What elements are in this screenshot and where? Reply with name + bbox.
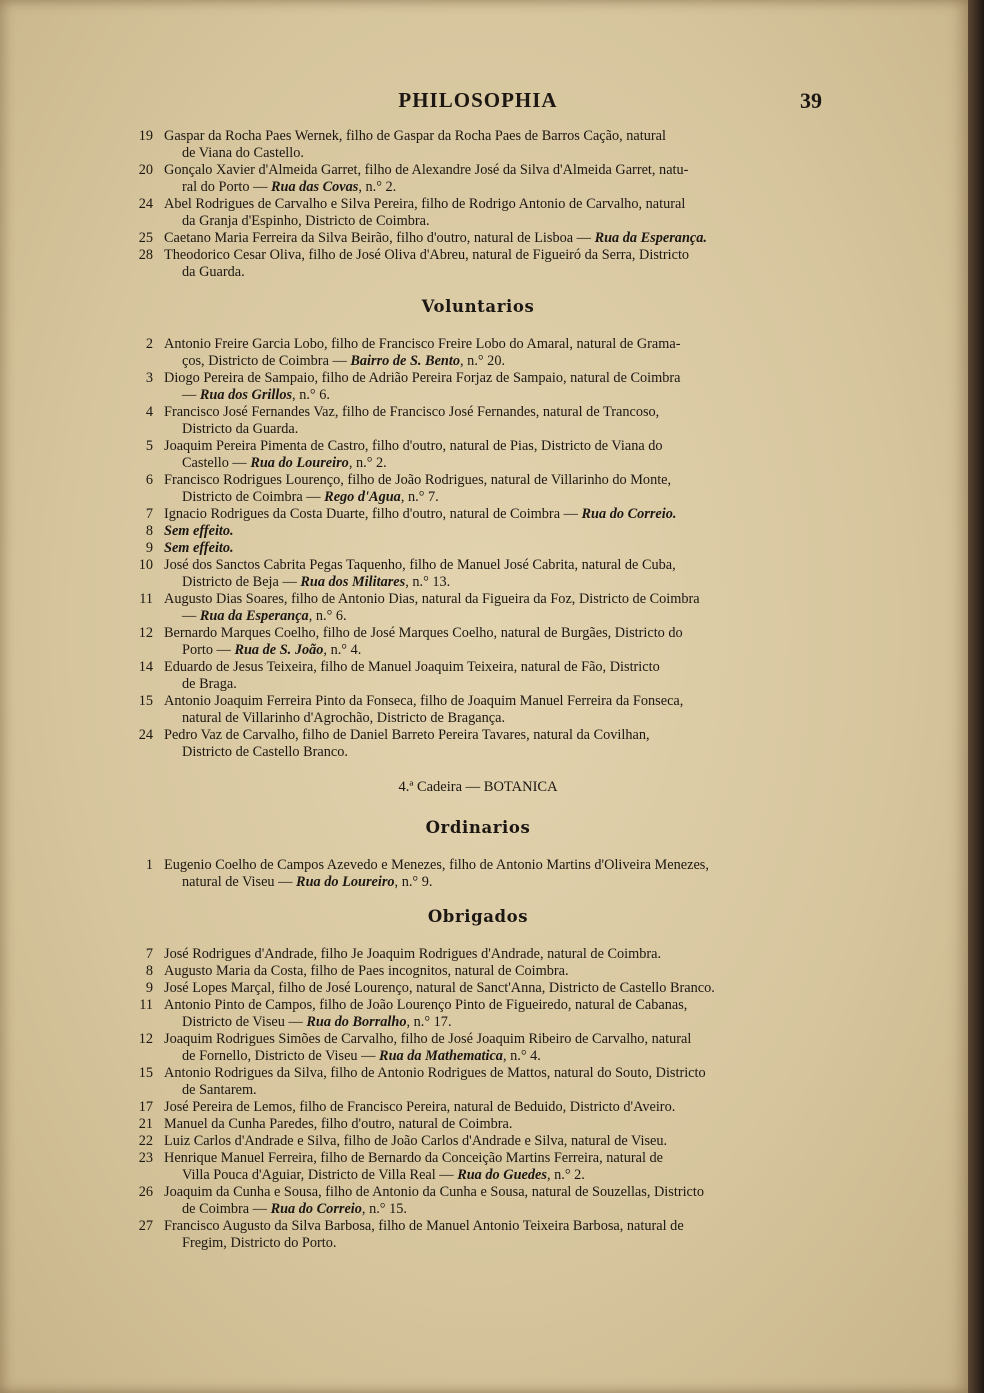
entry-text: Luiz Carlos d'Andrade e Silva, filho de João Carlos d'Andrade e Silva, natural de Viseu.: [164, 1133, 668, 1149]
entry-continuation: [164, 179, 828, 196]
entry-text: de Santarem.: [182, 1082, 257, 1098]
entry-text: Districto da Guarda.: [182, 421, 299, 437]
section-heading-obrigados: Obrigados: [427, 907, 529, 926]
page-content: [128, 88, 828, 1252]
entry-street: Rua do Guedes: [457, 1167, 547, 1183]
entry-continuation: [164, 608, 828, 625]
entry-street: Rua da Esperança.: [594, 230, 707, 246]
entry-continuation: [164, 387, 828, 404]
entry-text: José Rodrigues d'Andrade, filho Je Joaquim Rodrigues d'Andrade, natural de Coimbra.: [164, 946, 662, 962]
list-entry: [128, 693, 828, 727]
entry-number: 24: [138, 727, 153, 743]
entry-continuation: [164, 264, 828, 281]
entry-number: 3: [145, 370, 153, 386]
obrigados-list: [128, 946, 828, 1252]
entry-number: 8: [145, 963, 153, 979]
entry-text: Manuel da Cunha Paredes, filho d'outro, natural de Coimbra.: [164, 1116, 513, 1132]
entry-text: de Fornello, Districto de Viseu —: [182, 1048, 376, 1064]
entry-text: Joaquim da Cunha e Sousa, filho de Antonio da Cunha e Sousa, natural de Souzellas, Districto: [164, 1184, 705, 1200]
entry-street: Sem effeito.: [164, 540, 234, 556]
top-entries-list: [128, 128, 828, 281]
entry-number: 12: [138, 1031, 153, 1047]
entry-continuation: [164, 145, 828, 162]
section-heading-ordinarios: Ordinarios: [425, 818, 531, 837]
entry-continuation: [164, 744, 828, 761]
entry-continuation: [164, 1014, 828, 1031]
list-entry: [128, 1116, 828, 1133]
entry-text: Eduardo de Jesus Teixeira, filho de Manuel Joaquim Teixeira, natural de Fão, Districto: [164, 659, 660, 675]
entry-text: de Viana do Castello.: [182, 145, 304, 161]
entry-number: 6: [145, 472, 153, 488]
entry-continuation: [164, 353, 828, 370]
entry-text: Diogo Pereira de Sampaio, filho de Adrião Pereira Forjaz de Sampaio, natural de Coimbra: [164, 370, 681, 386]
entry-number: 10: [138, 557, 153, 573]
entry-number-suffix: , n.° 7.: [400, 489, 439, 505]
entry-text: Francisco José Fernandes Vaz, filho de Francisco José Fernandes, natural de Trancoso,: [164, 404, 660, 420]
list-entry: [128, 946, 828, 963]
entry-text: Francisco Rodrigues Lourenço, filho de João Rodrigues, natural de Villarinho do Monte,: [164, 472, 672, 488]
entry-text: da Guarda.: [182, 264, 245, 280]
entry-text: Districto de Beja —: [182, 574, 297, 590]
entry-text: Ignacio Rodrigues da Costa Duarte, filho d'outro, natural de Coimbra —: [164, 506, 578, 522]
list-entry: [128, 557, 828, 591]
entry-text: Joaquim Pereira Pimenta de Castro, filho d'outro, natural de Pias, Districto de Viana do: [164, 438, 663, 454]
entry-text: José dos Sanctos Cabrita Pegas Taquenho, filho de Manuel José Cabrita, natural de Cuba,: [164, 557, 676, 573]
list-entry: [128, 540, 828, 557]
entry-number: 21: [138, 1116, 153, 1132]
entry-text: de Coimbra —: [182, 1201, 267, 1217]
entry-number-suffix: , n.° 6.: [308, 608, 347, 624]
entry-street: Rua da Esperança: [199, 608, 309, 624]
entry-text: José Pereira de Lemos, filho de Francisco Pereira, natural de Beduido, Districto d'Aveiro.: [164, 1099, 676, 1115]
entry-number: 26: [138, 1184, 153, 1200]
entry-number: 11: [139, 591, 153, 607]
entry-number: 17: [138, 1099, 153, 1115]
entry-text: Villa Pouca d'Aguiar, Districto de Villa Real —: [182, 1167, 454, 1183]
entry-street: Rua do Borralho: [306, 1014, 407, 1030]
list-entry: [128, 1099, 828, 1116]
entry-continuation: [164, 1167, 828, 1184]
entry-number: 5: [145, 438, 153, 454]
entry-number-suffix: , n.° 20.: [460, 353, 506, 369]
entry-text: Pedro Vaz de Carvalho, filho de Daniel Barreto Pereira Tavares, natural da Covilhan,: [164, 727, 650, 743]
page-number: 39: [800, 88, 822, 113]
entry-text: Joaquim Rodrigues Simões de Carvalho, filho de José Joaquim Ribeiro de Carvalho, natural: [164, 1031, 692, 1047]
list-entry: [128, 523, 828, 540]
entry-number-suffix: , n.° 2.: [348, 455, 387, 471]
entry-number: 4: [145, 404, 153, 420]
entry-number-suffix: , n.° 4.: [502, 1048, 541, 1064]
entry-text: Antonio Freire Garcia Lobo, filho de Francisco Freire Lobo do Amaral, natural de Grama-: [164, 336, 681, 352]
entry-number-suffix: , n.° 9.: [394, 874, 433, 890]
list-entry: [128, 1218, 828, 1252]
entry-text: —: [182, 608, 197, 624]
list-entry: [128, 625, 828, 659]
entry-number: 7: [145, 946, 153, 962]
entry-text: Francisco Augusto da Silva Barbosa, filho de Manuel Antonio Teixeira Barbosa, natural de: [164, 1218, 684, 1234]
entry-number: 24: [138, 196, 153, 212]
page-header: [128, 88, 828, 128]
entry-continuation: [164, 874, 828, 891]
entry-text: Caetano Maria Ferreira da Silva Beirão, filho d'outro, natural de Lisboa —: [164, 230, 591, 246]
entry-number-suffix: , n.° 15.: [361, 1201, 407, 1217]
entry-number: 9: [145, 980, 153, 996]
entry-number: 15: [138, 693, 153, 709]
entry-number: 8: [145, 523, 153, 539]
entry-number: 14: [138, 659, 153, 675]
list-entry: [128, 1133, 828, 1150]
entry-text: de Braga.: [182, 676, 237, 692]
entry-text: Gaspar da Rocha Paes Wernek, filho de Gaspar da Rocha Paes de Barros Cação, natural: [164, 128, 666, 144]
entry-text: Antonio Pinto de Campos, filho de João Lourenço Pinto de Figueiredo, natural de Cabanas,: [164, 997, 688, 1013]
entry-text: Districto de Viseu —: [182, 1014, 303, 1030]
list-entry: [128, 472, 828, 506]
list-entry: [128, 506, 828, 523]
entry-number-suffix: , n.° 2.: [546, 1167, 585, 1183]
list-entry: [128, 128, 828, 162]
entry-street: Sem effeito.: [164, 523, 234, 539]
entry-continuation: [164, 574, 828, 591]
list-entry: [128, 162, 828, 196]
entry-continuation: [164, 1201, 828, 1218]
entry-continuation: [164, 1235, 828, 1252]
entry-continuation: [164, 489, 828, 506]
entry-continuation: [164, 421, 828, 438]
entry-street: Rua do Correio.: [581, 506, 677, 522]
entry-text: ral do Porto —: [182, 179, 268, 195]
entry-number-suffix: , n.° 2.: [358, 179, 397, 195]
entry-number: 28: [138, 247, 153, 263]
entry-text: Antonio Rodrigues da Silva, filho de Antonio Rodrigues de Mattos, natural do Souto, Districto: [164, 1065, 706, 1081]
list-entry: [128, 247, 828, 281]
entry-text: Augusto Maria da Costa, filho de Paes incognitos, natural de Coimbra.: [164, 963, 569, 979]
entry-text: ços, Districto de Coimbra —: [182, 353, 347, 369]
list-entry: [128, 997, 828, 1031]
entry-continuation: [164, 455, 828, 472]
list-entry: [128, 1150, 828, 1184]
list-entry: [128, 727, 828, 761]
list-entry: [128, 404, 828, 438]
entry-street: Rua do Correio: [270, 1201, 362, 1217]
entry-text: natural de Viseu —: [182, 874, 293, 890]
entry-number-suffix: , n.° 4.: [323, 642, 362, 658]
entry-text: Abel Rodrigues de Carvalho e Silva Pereira, filho de Rodrigo Antonio de Carvalho, natural: [164, 196, 686, 212]
entry-text: Gonçalo Xavier d'Almeida Garret, filho de Alexandre José da Silva d'Almeida Garret, natu-: [164, 162, 689, 178]
entry-number-suffix: , n.° 17.: [406, 1014, 452, 1030]
entry-street: Rua da Mathematica: [379, 1048, 503, 1064]
entry-number: 25: [138, 230, 153, 246]
entry-street: Rua de S. João: [234, 642, 324, 658]
list-entry: [128, 1031, 828, 1065]
entry-text: Theodorico Cesar Oliva, filho de José Oliva d'Abreu, natural de Figueiró da Serra, Districto: [164, 247, 690, 263]
entry-number: 27: [138, 1218, 153, 1234]
list-entry: [128, 370, 828, 404]
entry-number: 12: [138, 625, 153, 641]
entry-number: 7: [145, 506, 153, 522]
cadeira-heading: 4.ª Cadeira — BOTANICA: [398, 779, 558, 795]
entry-text: da Granja d'Espinho, Districto de Coimbra.: [182, 213, 430, 229]
ordinarios-list: [128, 857, 828, 891]
entry-text: Bernardo Marques Coelho, filho de José Marques Coelho, natural de Burgães, Districto do: [164, 625, 683, 641]
entry-text: Fregim, Districto do Porto.: [182, 1235, 337, 1251]
list-entry: [128, 336, 828, 370]
entry-text: Porto —: [182, 642, 231, 658]
entry-number: 11: [139, 997, 153, 1013]
entry-street: Rua dos Grillos: [199, 387, 293, 403]
list-entry: [128, 980, 828, 997]
entry-continuation: [164, 213, 828, 230]
list-entry: [128, 196, 828, 230]
entry-number-suffix: , n.° 13.: [405, 574, 451, 590]
entry-street: Bairro de S. Bento: [350, 353, 461, 369]
entry-text: Districto de Castello Branco.: [182, 744, 348, 760]
entry-number: 15: [138, 1065, 153, 1081]
entry-number: 1: [145, 857, 153, 873]
entry-text: Castello —: [182, 455, 247, 471]
entry-text: Eugenio Coelho de Campos Azevedo e Menezes, filho de Antonio Martins d'Oliveira Menezes,: [164, 857, 709, 873]
list-entry: [128, 963, 828, 980]
list-entry: [128, 1184, 828, 1218]
entry-street: Rego d'Agua: [324, 489, 401, 505]
entry-text: Augusto Dias Soares, filho de Antonio Dias, natural da Figueira da Foz, Districto de Coimbra: [164, 591, 700, 607]
entry-text: natural de Villarinho d'Agrochão, Districto de Bragança.: [182, 710, 506, 726]
voluntarios-list: [128, 336, 828, 761]
list-entry: [128, 659, 828, 693]
entry-continuation: [164, 710, 828, 727]
list-entry: [128, 1065, 828, 1099]
entry-continuation: [164, 642, 828, 659]
entry-number: 19: [138, 128, 153, 144]
entry-number: 9: [145, 540, 153, 556]
entry-street: Rua dos Militares: [300, 574, 406, 590]
entry-number: 20: [138, 162, 153, 178]
entry-text: Antonio Joaquim Ferreira Pinto da Fonseca, filho de Joaquim Manuel Ferreira da Fonseca,: [164, 693, 684, 709]
book-binding-edge: [968, 0, 984, 1393]
entry-continuation: [164, 1082, 828, 1099]
entry-text: —: [182, 387, 197, 403]
entry-street: Rua do Loureiro: [296, 874, 395, 890]
entry-continuation: [164, 676, 828, 693]
entry-number-suffix: , n.° 6.: [292, 387, 330, 403]
entry-text: Districto de Coimbra —: [182, 489, 321, 505]
list-entry: [128, 591, 828, 625]
entry-number: 23: [138, 1150, 153, 1166]
section-heading-voluntarios: Voluntarios: [421, 297, 535, 316]
entry-text: José Lopes Marçal, filho de José Lourenço, natural de Sanct'Anna, Districto de Castello Branco.: [164, 980, 715, 996]
entry-number: 2: [145, 336, 153, 352]
entry-street: Rua do Loureiro: [250, 455, 349, 471]
entry-text: Henrique Manuel Ferreira, filho de Bernardo da Conceição Martins Ferreira, natural de: [164, 1150, 664, 1166]
list-entry: [128, 438, 828, 472]
entry-street: Rua das Covas: [270, 179, 359, 195]
list-entry: [128, 857, 828, 891]
page-title: PHILOSOPHIA: [398, 88, 558, 112]
list-entry: [128, 230, 828, 247]
entry-number: 22: [138, 1133, 153, 1149]
entry-continuation: [164, 1048, 828, 1065]
